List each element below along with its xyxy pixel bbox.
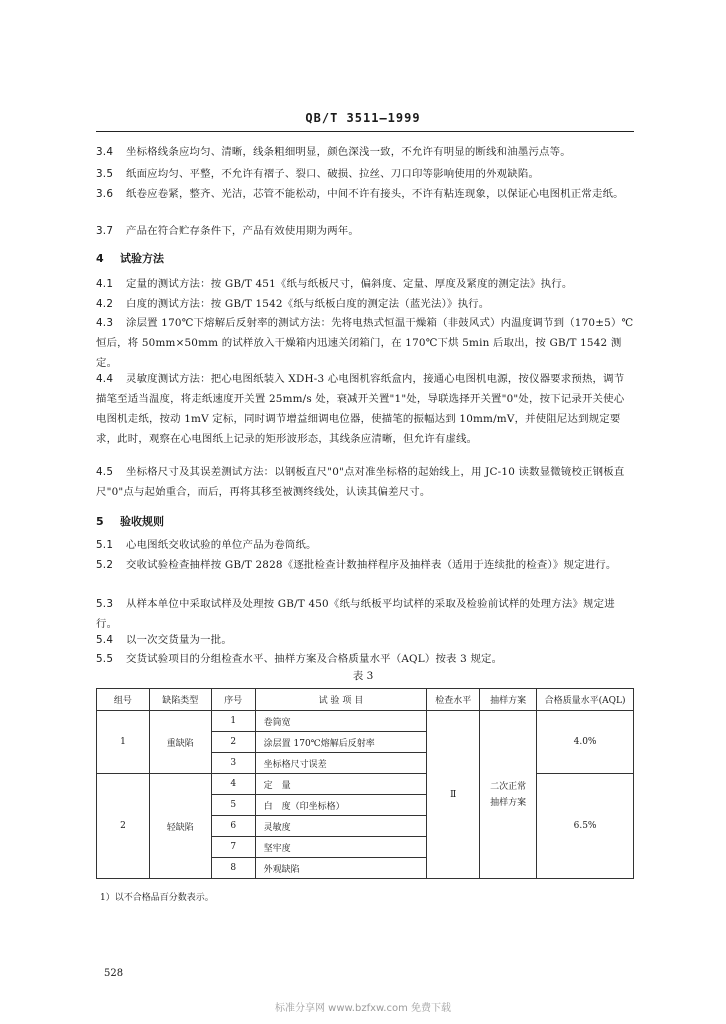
- clause-text: 交货试验项目的分组检查水平、抽样方案及合格质量水平（AQL）按表 3 规定。: [126, 653, 503, 665]
- header-aql: 合格质量水平(AQL): [537, 689, 634, 711]
- item-seq: 2: [211, 732, 255, 753]
- clause-number: 5.2: [96, 559, 114, 571]
- site-watermark-footer: 标准分享网 www.bzfxw.com 免费下载: [275, 1003, 451, 1014]
- item-seq: 8: [211, 858, 255, 879]
- item-seq: 5: [211, 795, 255, 816]
- clause-text: 坐标格尺寸及其误差测试方法：以钢板直尺"0"点对准坐标格的起始线上，用 JC-10 读数显微镜校正钢板直尺"0"点与起始重合，而后，再将其移至被测终线处，认读其偏差尺寸。: [96, 466, 625, 498]
- item-name: 涂层置 170℃熔解后反射率: [255, 732, 427, 753]
- section-title: 验收规则: [120, 515, 164, 528]
- clause-text: 涂层置 170℃下熔解后反射率的测试方法：先将电热式恒温干燥箱（非鼓风式）内温度调节到（170±5）℃恒后，将 50mm×50mm 的试样放入干燥箱内迅速关闭箱门，在 170℃下烘 5min 后取出，按 GB/T 1542 测定。: [96, 317, 634, 369]
- clause-number: 5.4: [96, 634, 114, 646]
- clause-4-3: [96, 313, 634, 373]
- standard-number-header: QB/T 3511—1999: [305, 111, 421, 125]
- clause-text: 以一次交货量为一批。: [126, 634, 232, 646]
- clause-number: 3.4: [96, 146, 114, 158]
- item-name: 坐标格尺寸误差: [255, 753, 427, 774]
- clause-number: 5.1: [96, 539, 114, 551]
- page-number: 528: [104, 968, 124, 979]
- clause-text: 灵敏度测试方法：把心电图纸装入 XDH-3 心电图机容纸盒内，接通心电图机电源，按仪器要求预热，调节描笔至适当温度，将走纸速度开关置 25mm/s 处，衰减开关置"1"处，导联选择开关置"0"处，按下记录开关使心电图机走纸，按动 1mV 定标，同时调节增益细调电位器，使描笔的振幅达到 10mm/mV，并使阻尼达到规定要求，此时，观察在心电图纸上记录的矩形波形态，其线条应清晰，但允许有虚线。: [96, 373, 625, 445]
- clause-text: 产品在符合贮存条件下，产品有效使用期为两年。: [126, 225, 359, 237]
- acceptance-table: [96, 688, 634, 879]
- item-name: 坚牢度: [255, 837, 427, 858]
- item-seq: 6: [211, 816, 255, 837]
- item-seq: 4: [211, 774, 255, 795]
- clause-text: 交收试验检查抽样按 GB/T 2828《逐批检查计数抽样程序及抽样表（适用于连续批的检查）》规定进行。: [126, 559, 617, 571]
- header-seq: 序号: [211, 689, 255, 711]
- clause-5-1: [96, 535, 634, 555]
- group-2-number: 2: [97, 774, 150, 879]
- inspection-level: Ⅱ: [427, 711, 480, 879]
- group-1-type: 重缺陷: [149, 711, 211, 774]
- item-name: 灵敏度: [255, 816, 427, 837]
- clause-5-5: [96, 649, 634, 669]
- clause-text: 坐标格线条应均匀、清晰，线条粗细明显，颜色深浅一致，不允许有明显的断线和油墨污点等。: [126, 146, 571, 158]
- item-seq: 1: [211, 711, 255, 732]
- group-2-aql: 6.5%: [537, 774, 634, 879]
- clause-5-3: [96, 594, 634, 634]
- sampling-plan: [480, 711, 537, 879]
- clause-number: 4.2: [96, 298, 114, 310]
- clause-3-5: [96, 164, 634, 184]
- section-5-heading: [96, 513, 164, 529]
- clause-5-2: [96, 555, 634, 575]
- clause-number: 3.6: [96, 188, 114, 200]
- header-group: 组号: [97, 689, 150, 711]
- clause-3-7: [96, 221, 634, 241]
- header-defect-type: 缺陷类型: [149, 689, 211, 711]
- table-row: [97, 774, 634, 795]
- clause-text: 定量的测试方法：按 GB/T 451《纸与纸板尺寸，偏斜度、定量、厚度及紧度的测定法》执行。: [126, 278, 573, 290]
- group-1-aql: 4.0%: [537, 711, 634, 774]
- clause-4-1: [96, 274, 634, 294]
- header-test-item: 试 验 项 目: [255, 689, 427, 711]
- clause-text: 纸卷应卷紧，整齐、光洁，芯管不能松动，中间不许有接头，不许有粘连现象，以保证心电图机正常走纸。: [126, 188, 624, 200]
- table-header-row: [97, 689, 634, 711]
- clause-text: 纸面应均匀、平整，不允许有褶子、裂口、破损、拉丝、刀口印等影响使用的外观缺陷。: [126, 168, 540, 180]
- section-number: 5: [96, 515, 104, 528]
- clause-4-2: [96, 294, 634, 314]
- item-name: 卷筒宽: [255, 711, 427, 732]
- clause-5-4: [96, 630, 634, 650]
- table-caption: 表 3: [352, 670, 374, 682]
- item-seq: 3: [211, 753, 255, 774]
- clause-3-4: [96, 142, 634, 162]
- group-1-number: 1: [97, 711, 150, 774]
- sampling-plan-text: 二次正常抽样方案: [490, 781, 527, 808]
- clause-4-4: [96, 369, 634, 449]
- clause-number: 5.3: [96, 598, 114, 610]
- table-row: [97, 711, 634, 732]
- item-name: 白 度（印坐标格）: [255, 795, 427, 816]
- clause-3-6: [96, 184, 634, 204]
- header-sampling-plan: 抽样方案: [480, 689, 537, 711]
- clause-number: 4.5: [96, 466, 114, 478]
- clause-number: 4.3: [96, 317, 114, 329]
- clause-text: 白度的测试方法：按 GB/T 1542《纸与纸板白度的测定法（蓝光法）》执行。: [126, 298, 490, 310]
- section-4-heading: [96, 250, 164, 266]
- clause-text: 心电图纸交收试验的单位产品为卷筒纸。: [126, 539, 317, 551]
- table-footnote: 1）以不合格品百分数表示。: [100, 893, 214, 903]
- group-2-type: 轻缺陷: [149, 774, 211, 879]
- clause-number: 3.7: [96, 225, 114, 237]
- section-title: 试验方法: [120, 252, 164, 265]
- section-number: 4: [96, 252, 104, 265]
- clause-number: 4.1: [96, 278, 114, 290]
- item-seq: 7: [211, 837, 255, 858]
- item-name: 定 量: [255, 774, 427, 795]
- clause-4-5: [96, 462, 634, 502]
- clause-number: 3.5: [96, 168, 114, 180]
- clause-number: 5.5: [96, 653, 114, 665]
- item-name: 外观缺陷: [255, 858, 427, 879]
- header-inspection-level: 检查水平: [427, 689, 480, 711]
- header-rule: [96, 131, 634, 132]
- clause-number: 4.4: [96, 373, 114, 385]
- clause-text: 从样本单位中采取试样及处理按 GB/T 450《纸与纸板平均试样的采取及检验前试样的处理方法》规定进行。: [96, 598, 615, 630]
